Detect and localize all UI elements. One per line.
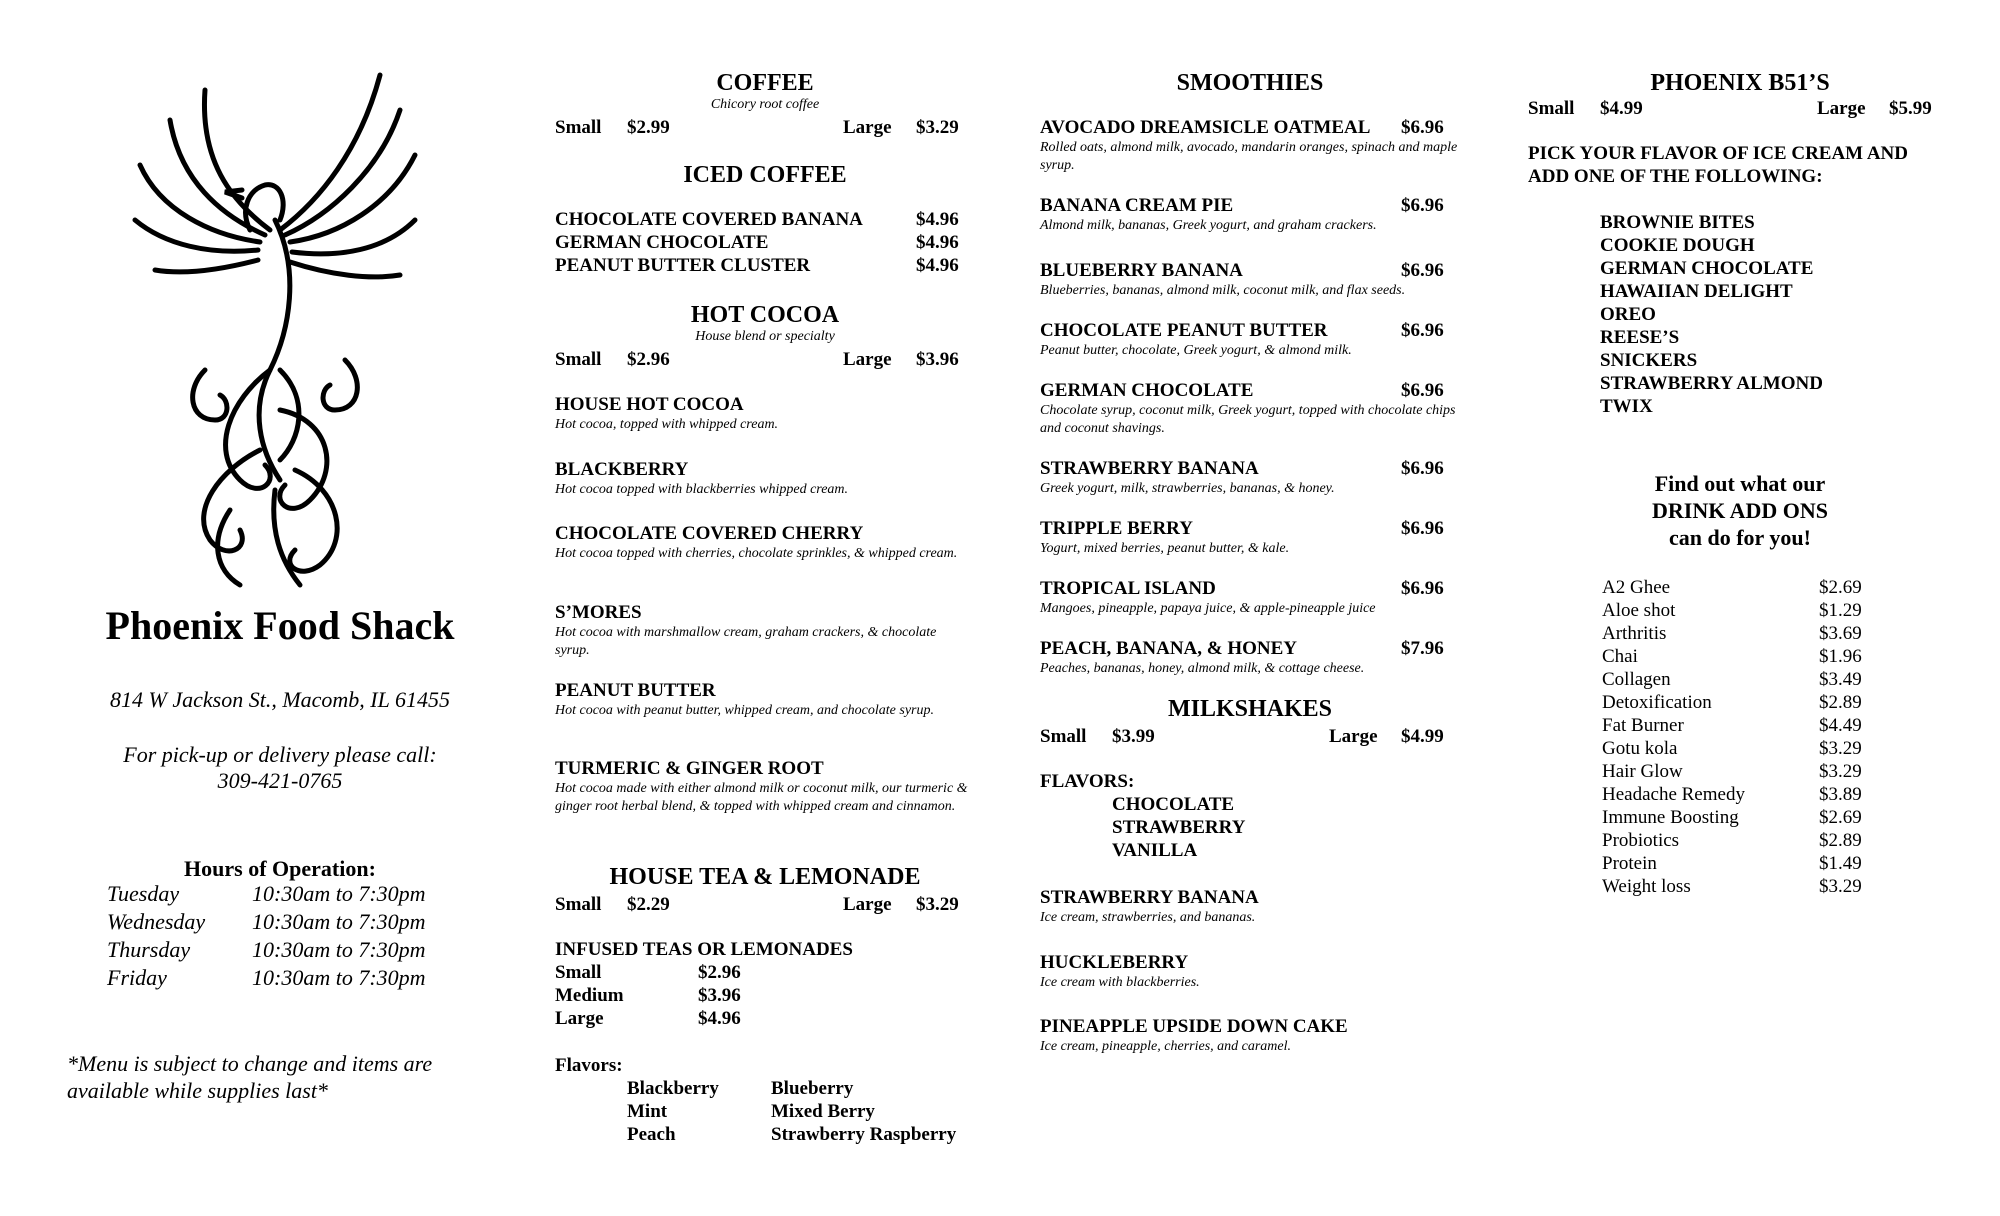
- time: 10:30am to 7:30pm: [252, 965, 426, 990]
- addon-price: $1.96: [1819, 646, 1862, 667]
- addons-list: [1602, 576, 1862, 898]
- b51-large-label: Large: [1817, 98, 1866, 119]
- list-item: [1602, 737, 1862, 760]
- item-desc: Hot cocoa made with either almond milk or coconut milk, our turmeric & ginger root herbal blend, & topped with whipped cream and cinnamon.: [555, 781, 968, 814]
- coffee-title: COFFEE: [716, 70, 814, 96]
- addon-price: $2.69: [1819, 577, 1862, 598]
- list-item: REESE’S: [1600, 327, 1680, 348]
- item-price: $6.96: [1401, 195, 1444, 216]
- milkshake-small-price: $3.99: [1112, 726, 1155, 747]
- disclaimer: [67, 1050, 432, 1104]
- address: 814 W Jackson St., Macomb, IL 61455: [110, 687, 450, 712]
- coffee-large-label: Large: [843, 117, 892, 138]
- addon-name: Weight loss: [1602, 876, 1691, 897]
- list-item: COOKIE DOUGH: [1600, 235, 1755, 256]
- item-name: BANANA CREAM PIE: [1040, 195, 1234, 216]
- item-name: CHOCOLATE COVERED CHERRY: [555, 523, 864, 544]
- addon-name: Collagen: [1602, 669, 1671, 690]
- size-label: Large: [555, 1008, 604, 1029]
- tea-title: HOUSE TEA & LEMONADE: [609, 864, 921, 890]
- coffee-large-price: $3.29: [916, 117, 959, 138]
- item-name: CHOCOLATE PEANUT BUTTER: [1040, 320, 1328, 341]
- tea-large-label: Large: [843, 894, 892, 915]
- item-name: PEANUT BUTTER: [555, 680, 716, 701]
- flavor: Blueberry: [771, 1078, 854, 1099]
- item-name: AVOCADO DREAMSICLE OATMEAL: [1040, 117, 1371, 138]
- hours-title: Hours of Operation:: [184, 856, 376, 881]
- size-price: $2.96: [698, 962, 741, 983]
- size-label: Small: [555, 962, 602, 983]
- flavor: Mixed Berry: [771, 1101, 875, 1122]
- list-item: [1602, 576, 1862, 599]
- addon-name: Protein: [1602, 853, 1657, 874]
- item-name: STRAWBERRY BANANA: [1040, 887, 1259, 908]
- day: Tuesday: [107, 881, 180, 906]
- addon-price: $2.89: [1819, 830, 1862, 851]
- tea-flavors-title: Flavors:: [555, 1055, 623, 1076]
- hours-list: [107, 880, 426, 992]
- time: 10:30am to 7:30pm: [252, 881, 426, 906]
- flavor: STRAWBERRY: [1112, 817, 1246, 838]
- list-item: [1602, 691, 1862, 714]
- call-line: For pick-up or delivery please call:: [123, 742, 437, 767]
- addon-price: $1.29: [1819, 600, 1862, 621]
- item-desc: Ice cream, pineapple, cherries, and caramel.: [1040, 1039, 1292, 1054]
- item-price: $6.96: [1401, 320, 1444, 341]
- item-price: $4.96: [916, 209, 959, 230]
- tea-small-price: $2.29: [627, 894, 670, 915]
- tea-large-price: $3.29: [916, 894, 959, 915]
- addon-name: Gotu kola: [1602, 738, 1678, 759]
- b51-options: [1600, 211, 1823, 418]
- flavor: VANILLA: [1112, 840, 1198, 861]
- addon-price: $3.69: [1819, 623, 1862, 644]
- addon-name: Hair Glow: [1602, 761, 1683, 782]
- flavor: Blackberry: [627, 1078, 719, 1099]
- addon-price: $3.89: [1819, 784, 1862, 805]
- item-price: $6.96: [1401, 380, 1444, 401]
- list-item: [1602, 783, 1862, 806]
- item-desc: Hot cocoa with marshmallow cream, graham crackers, & chocolate syrup.: [555, 625, 937, 658]
- item-desc: Hot cocoa topped with blackberries whipped cream.: [555, 482, 849, 497]
- flavor: Mint: [627, 1101, 668, 1122]
- milkshakes-title: MILKSHAKES: [1167, 696, 1333, 722]
- list-item: SNICKERS: [1600, 350, 1698, 371]
- list-item: [1602, 599, 1862, 622]
- item-desc: Hot cocoa topped with cherries, chocolate sprinkles, & whipped cream.: [555, 546, 958, 561]
- item-desc: Ice cream, strawberries, and bananas.: [1040, 910, 1256, 925]
- item-price: $6.96: [1401, 458, 1444, 479]
- day: Thursday: [107, 937, 191, 962]
- hours-row: [107, 908, 426, 936]
- milkshake-flavors-title: FLAVORS:: [1040, 771, 1135, 792]
- addon-price: $3.29: [1819, 738, 1862, 759]
- item-desc: Ice cream with blackberries.: [1040, 975, 1200, 990]
- disclaimer-line: available while supplies last*: [67, 1078, 328, 1103]
- hours-row: [107, 964, 426, 992]
- addons-line: Find out what our: [1654, 471, 1826, 496]
- item-name: GERMAN CHOCOLATE: [1040, 380, 1254, 401]
- size-price: $4.96: [698, 1008, 741, 1029]
- item-desc: Rolled oats, almond milk, avocado, mandarin oranges, spinach and maple syrup.: [1040, 140, 1458, 173]
- hot-cocoa-large-price: $3.96: [916, 349, 959, 370]
- item-name: PEANUT BUTTER CLUSTER: [555, 255, 811, 276]
- addon-price: $4.49: [1819, 715, 1862, 736]
- item-desc: Greek yogurt, milk, strawberries, bananas, & honey.: [1040, 481, 1335, 496]
- b51-small-label: Small: [1528, 98, 1575, 119]
- hot-cocoa-title: HOT COCOA: [690, 302, 840, 328]
- time: 10:30am to 7:30pm: [252, 909, 426, 934]
- infused-title: INFUSED TEAS OR LEMONADES: [555, 939, 853, 960]
- day: Wednesday: [107, 909, 206, 934]
- hot-cocoa-small-label: Small: [555, 349, 602, 370]
- smoothies-title: SMOOTHIES: [1176, 70, 1324, 96]
- addons-line: DRINK ADD ONS: [1651, 498, 1829, 523]
- coffee-small-price: $2.99: [627, 117, 670, 138]
- day: Friday: [107, 965, 167, 990]
- addon-name: Detoxification: [1602, 692, 1712, 713]
- item-name: BLUEBERRY BANANA: [1040, 260, 1243, 281]
- b51-pick-line: ADD ONE OF THE FOLLOWING:: [1528, 166, 1823, 187]
- addon-name: A2 Ghee: [1602, 577, 1671, 598]
- tea-small-label: Small: [555, 894, 602, 915]
- list-item: OREO: [1600, 304, 1656, 325]
- item-name: HOUSE HOT COCOA: [555, 394, 744, 415]
- addon-price: $2.69: [1819, 807, 1862, 828]
- addon-name: Chai: [1602, 646, 1638, 667]
- flavor: Peach: [627, 1124, 676, 1145]
- addon-price: $3.29: [1819, 876, 1862, 897]
- item-desc: Hot cocoa with peanut butter, whipped cream, and chocolate syrup.: [555, 703, 934, 718]
- hot-cocoa-small-price: $2.96: [627, 349, 670, 370]
- list-item: [1602, 714, 1862, 737]
- item-name: TRIPPLE BERRY: [1040, 518, 1193, 539]
- b51-title: PHOENIX B51’S: [1650, 70, 1830, 96]
- addons-heading: [1530, 470, 1950, 551]
- list-item: STRAWBERRY ALMOND: [1600, 373, 1823, 394]
- b51-pick-line: PICK YOUR FLAVOR OF ICE CREAM AND: [1528, 143, 1908, 164]
- item-name: STRAWBERRY BANANA: [1040, 458, 1259, 479]
- list-item: HAWAIIAN DELIGHT: [1600, 281, 1793, 302]
- addon-name: Fat Burner: [1602, 715, 1684, 736]
- time: 10:30am to 7:30pm: [252, 937, 426, 962]
- hot-cocoa-large-label: Large: [843, 349, 892, 370]
- list-item: [1602, 829, 1862, 852]
- addons-line: can do for you!: [1669, 525, 1811, 550]
- item-desc: Mangoes, pineapple, papaya juice, & apple-pineapple juice: [1040, 601, 1376, 616]
- item-name: S’MORES: [555, 602, 642, 623]
- addon-price: $3.29: [1819, 761, 1862, 782]
- size-price: $3.96: [698, 985, 741, 1006]
- coffee-small-label: Small: [555, 117, 602, 138]
- item-desc: Hot cocoa, topped with whipped cream.: [555, 417, 779, 432]
- item-desc: Chocolate syrup, coconut milk, Greek yogurt, topped with chocolate chips and coconut shavings.: [1040, 403, 1456, 436]
- list-item: [1602, 622, 1862, 645]
- flavor: CHOCOLATE: [1112, 794, 1235, 815]
- item-price: $4.96: [916, 255, 959, 276]
- item-desc: Yogurt, mixed berries, peanut butter, & kale.: [1040, 541, 1290, 556]
- list-item: [1602, 668, 1862, 691]
- item-name: HUCKLEBERRY: [1040, 952, 1189, 973]
- item-name: BLACKBERRY: [555, 459, 689, 480]
- addon-name: Immune Boosting: [1602, 807, 1739, 828]
- iced-coffee-title: ICED COFFEE: [683, 162, 847, 188]
- item-desc: Blueberries, bananas, almond milk, coconut milk, and flax seeds.: [1040, 283, 1406, 298]
- addon-name: Arthritis: [1602, 623, 1667, 644]
- item-price: $6.96: [1401, 578, 1444, 599]
- item-name: PEACH, BANANA, & HONEY: [1040, 638, 1298, 659]
- list-item: GERMAN CHOCOLATE: [1600, 258, 1814, 279]
- addon-name: Aloe shot: [1602, 600, 1676, 621]
- item-name: CHOCOLATE COVERED BANANA: [555, 209, 863, 230]
- milkshake-small-label: Small: [1040, 726, 1087, 747]
- item-name: PINEAPPLE UPSIDE DOWN CAKE: [1040, 1016, 1348, 1037]
- item-desc: Almond milk, bananas, Greek yogurt, and graham crackers.: [1040, 218, 1377, 233]
- restaurant-name: Phoenix Food Shack: [105, 603, 455, 648]
- item-name: TROPICAL ISLAND: [1040, 578, 1216, 599]
- phone-number: 309-421-0765: [217, 768, 343, 793]
- item-price: $7.96: [1401, 638, 1444, 659]
- item-price: $4.96: [916, 232, 959, 253]
- milkshake-large-price: $4.99: [1401, 726, 1444, 747]
- item-price: $6.96: [1401, 260, 1444, 281]
- addon-price: $1.49: [1819, 853, 1862, 874]
- addon-name: Probiotics: [1602, 830, 1680, 851]
- b51-large-price: $5.99: [1889, 98, 1932, 119]
- item-name: GERMAN CHOCOLATE: [555, 232, 769, 253]
- flavor: Strawberry Raspberry: [771, 1124, 957, 1145]
- list-item: [1602, 875, 1862, 898]
- addon-price: $3.49: [1819, 669, 1862, 690]
- item-name: TURMERIC & GINGER ROOT: [555, 758, 824, 779]
- size-label: Medium: [555, 985, 624, 1006]
- hours-row: [107, 880, 426, 908]
- addon-price: $2.89: [1819, 692, 1862, 713]
- item-desc: Peanut butter, chocolate, Greek yogurt, & almond milk.: [1040, 343, 1352, 358]
- hours-row: [107, 936, 426, 964]
- phoenix-bird-icon: [130, 70, 420, 590]
- list-item: BROWNIE BITES: [1600, 212, 1755, 233]
- item-price: $6.96: [1401, 117, 1444, 138]
- list-item: TWIX: [1600, 396, 1653, 417]
- milkshake-large-label: Large: [1329, 726, 1378, 747]
- list-item: [1602, 760, 1862, 783]
- list-item: [1602, 645, 1862, 668]
- list-item: [1602, 852, 1862, 875]
- coffee-subtitle: Chicory root coffee: [710, 97, 820, 112]
- disclaimer-line: *Menu is subject to change and items are: [67, 1051, 433, 1076]
- hot-cocoa-subtitle: House blend or specialty: [695, 329, 835, 344]
- item-price: $6.96: [1401, 518, 1444, 539]
- b51-small-price: $4.99: [1600, 98, 1643, 119]
- item-desc: Peaches, bananas, honey, almond milk, & cottage cheese.: [1040, 661, 1365, 676]
- list-item: [1602, 806, 1862, 829]
- addon-name: Headache Remedy: [1602, 784, 1745, 805]
